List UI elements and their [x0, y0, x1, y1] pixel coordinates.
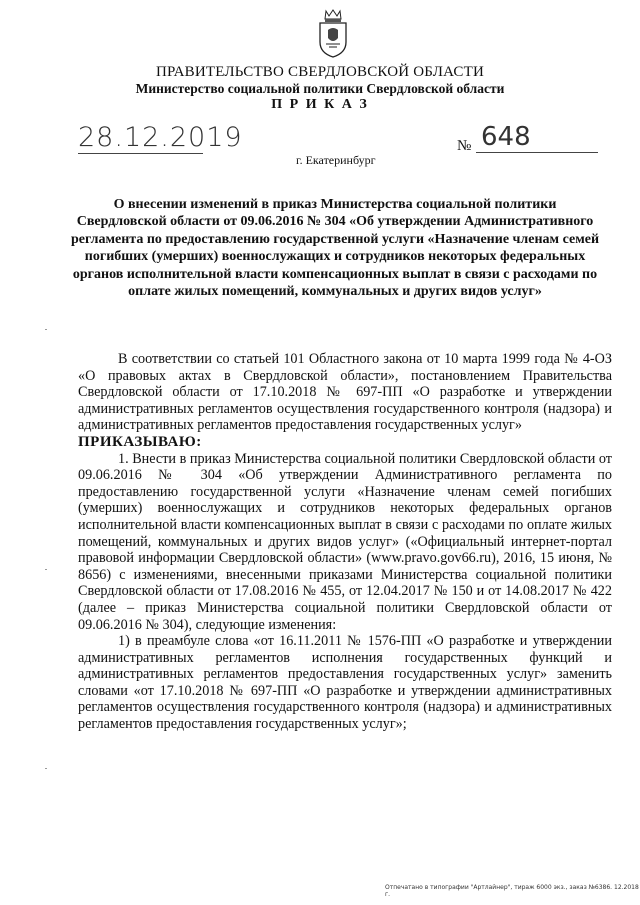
coat-of-arms-icon [316, 8, 350, 58]
print-footer: Отпечатано в типографии "Артлайнер", тираж 6000 экз., заказ №6386. 12.2018 г. [385, 884, 639, 898]
preamble: В соответствии со статьей 101 Областного закона от 10 марта 1999 года № 4-ОЗ «О правовых актах в Свердловской области», постановлением Правительства Свердловской области от 17.10.2018 № 697-ПП «О разработке и утверждении административных регламентов осуществления государственного контроля (надзора) и административных регламентов предоставления государственных услуг» [78, 351, 612, 434]
order-word: ПРИКАЗЫВАЮ: [78, 433, 202, 450]
city: г. Екатеринбург [296, 153, 376, 167]
government-name: ПРАВИТЕЛЬСТВО СВЕРДЛОВСКОЙ ОБЛАСТИ [155, 64, 485, 80]
number-label: № [457, 138, 472, 154]
date-underline [78, 153, 203, 154]
item-1: 1. Внести в приказ Министерства социальной политики Свердловской области от 09.06.2016 № 304 «Об утверждении Административного регламента по предоставлению государственной услуги «Назначение членам семей погибших (умерших) военнослужащих и сотрудников некоторых федеральных органов исполнительной власти компенсационных выплат в связи с расходами по оплате жилых помещений, коммунальных и других видов услуг» («Официальный интернет-портал правовой информации Свердловской области» (www.pravo.gov66.ru), 2016, 15 июня, № 8656) с изменениями, внесенными приказами Министерства социальной политики Свердловской области от 17.08.2016 № 455, от 12.04.2017 № 150 и от 14.08.2017 № 422 (далее – приказ Министерства социальной политики Свердловской области от 09.06.2016 № 304), следующие изменения: [78, 450, 612, 633]
ministry-name: Министерство социальной политики Свердловской области [135, 81, 505, 96]
margin-dot [45, 569, 47, 570]
document-body [78, 351, 612, 733]
document-date: 28.12.2019 [78, 122, 243, 153]
number-underline [476, 152, 598, 153]
document-number: 648 [481, 122, 531, 152]
item-1-1: 1) в преамбуле слова «от 16.11.2011 № 1576-ПП «О разработке и утверждении административных регламентов исполнения государственных функций и административных регламентов предоставления государственных услуг» заменить словами «от 17.10.2018 № 697-ПП «О разработке и утверждении административных регламентов осуществления государственного контроля (надзора) и административных регламентов предоставления государственных услуг»; [78, 633, 612, 733]
document-title: О внесении изменений в приказ Министерства социальной политики Свердловской области от 09.06.2016 № 304 «Об утверждении Административного регламента по предоставлению государственной услуги «Назначение членам семей погибших (умерших) военнослужащих и сотрудников некоторых федеральных органов исполнительной власти компенсационных выплат в связи с расходами по оплате жилых помещений, коммунальных и других видов услуг» [70, 197, 600, 300]
margin-dot [45, 329, 47, 330]
document-type: П Р И К А З [271, 97, 369, 112]
margin-dot [45, 768, 47, 769]
